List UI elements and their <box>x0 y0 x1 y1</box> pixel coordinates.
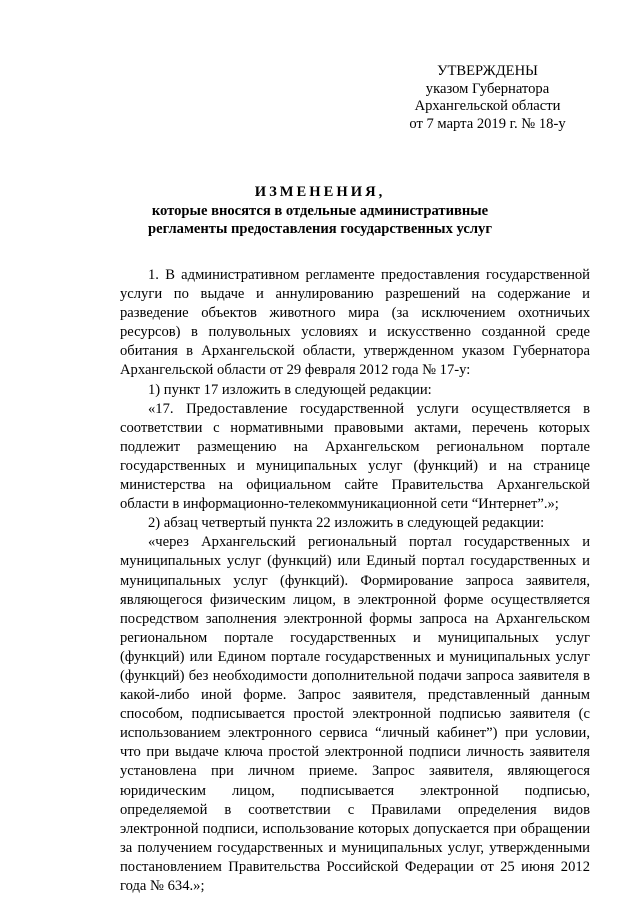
paragraph-5: «через Архангельский региональный портал государственных и муниципальных услуг (функций) или Единый портал государственных и муниципальных услуг (функций). Формирование запроса заявителя, являющегося физическим лицом, в электронной форме осуществляется посредством заполнения электронной формы запроса на Архангельском региональном портале государственных и муниципальных услуг (функций) или Едином портале государственных и муниципальных услуг (функций) без необходимости дополнительной подачи запроса заявителя в какой-либо иной форме. Запрос заявителя, представленный данным способом, подписывается простой электронной подписью заявителя (с использованием электронного сервиса “личный кабинет”) при условии, что при выдаче ключа простой электронной подписи личность заявителя установлена при личном приеме. Запрос заявителя, являющегося юридическим лицом, подписывается электронной подписью, определяемой в соответствии с Правилами определения видов электронной подписи, использование которых допускается при обращении за получением государственных и муниципальных услуг, утвержденными постановлением Правительства Российской Федерации от 25 июня 2012 года № 634.»; <box>120 534 590 894</box>
approval-heading: УТВЕРЖДЕНЫ <box>437 63 538 79</box>
document-body <box>120 266 590 896</box>
title-subtitle-line1: которые вносятся в отдельные административные <box>151 202 489 219</box>
paragraph-4: 2) абзац четвертый пункта 22 изложить в следующей редакции: <box>148 515 545 532</box>
approval-decree: указом Губернатора <box>425 80 550 97</box>
title-subtitle-line2: регламенты предоставления государственных услуг <box>148 221 492 237</box>
approval-date: от 7 марта 2019 г. № 18-у <box>409 115 566 132</box>
document-title <box>100 183 540 239</box>
approval-region: Архангельской области <box>414 98 561 114</box>
paragraph-1: 1. В административном регламенте предоставления государственной услуги по выдаче и аннулированию разрешений на содержание и разведение объектов животного мира (за исключением охотничьих ресурсов) в полувольных условиях и искусственно созданной среде обитания в Архангельской области, утвержденном указом Губернатора Архангельской области от 29 февраля 2012 года № 17-у: <box>120 267 590 379</box>
title-main: ИЗМЕНЕНИЯ, <box>254 184 386 200</box>
paragraph-2: 1) пункт 17 изложить в следующей редакции: <box>148 381 432 398</box>
approval-stamp <box>390 63 585 133</box>
paragraph-3: «17. Предоставление государственной услуги осуществляется в соответствии с нормативными правовыми актами, перечень которых подлежит размещению на Архангельском региональном портале государственных и муниципальных услуг (функций) и на странице министерства на официальном сайте Правительства Архангельской области в информационно-телекоммуникационной сети “Интернет”.»; <box>120 400 590 513</box>
